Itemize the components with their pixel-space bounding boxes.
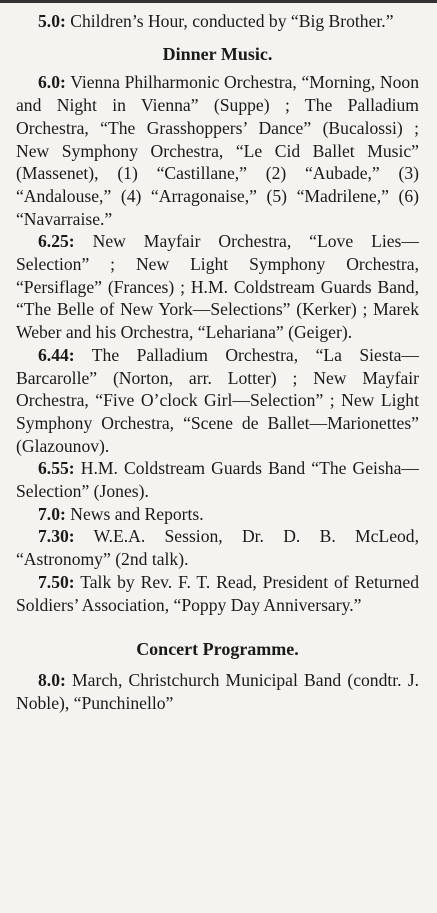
- programme-column: [16, 0, 419, 714]
- item-time: 7.30:: [38, 526, 75, 547]
- item-time: 6.0:: [38, 72, 66, 93]
- programme-item-7-30: [16, 525, 419, 570]
- concert-programme-heading: Concert Programme.: [136, 639, 299, 660]
- item-text: H.M. Coldstream Guards Band “The Geisha—Selection” (Jones).: [16, 458, 419, 502]
- item-time: 7.50:: [38, 571, 75, 592]
- programme-item-6-55: [16, 457, 419, 502]
- item-text: News and Reports.: [65, 503, 204, 524]
- item-time: 6.55:: [38, 458, 75, 479]
- programme-item-7-0: [16, 503, 419, 526]
- item-time: 6.44:: [38, 344, 75, 365]
- programme-item-7-50: [16, 571, 419, 616]
- item-time: 5.0:: [38, 11, 66, 31]
- item-text: The Palladium Orchestra, “La Siesta—Barcarolle” (Norton, arr. Lotter) ; New Mayfair Orchestra, “Five O’clock Girl—Selection” ; New Light Symphony Orchestra, “Scene de Ballet—Marionettes” (Glazounov).: [16, 344, 419, 456]
- dinner-music-heading: Dinner Music.: [162, 43, 273, 64]
- programme-item-6-25: [16, 230, 419, 344]
- item-time: 7.0:: [38, 503, 66, 524]
- item-text: Vienna Philharmonic Orchestra, “Morning, Noon and Night in Vienna” (Suppe) ; The Palladium Orchestra, “The Grasshoppers’ Dance” (Bucalossi) ; New Symphony Orchestra, “Le Cid Ballet Music” (Massenet), (1) “Castillane,” (2) “Aubade,” (3) “Andalouse,” (4) “Arragonaise,” (5) “Madrilene,” (6) “Navarraise.”: [16, 72, 419, 229]
- item-text: Talk by Rev. F. T. Read, President of Returned Soldiers’ Association, “Poppy Day Anniversary.”: [16, 571, 419, 615]
- item-time: 6.25:: [38, 231, 75, 252]
- item-text: New Mayfair Orchestra, “Love Lies—Selection” ; New Light Symphony Orchestra, “Persiflage” (Frances) ; H.M. Coldstream Guards Band, “The Belle of New York—Selections” (Kerker) ; Marek Weber and his Orchestra, “Lehariana” (Geiger).: [16, 231, 419, 343]
- programme-item-6-44: [16, 344, 419, 458]
- programme-item-6-0: [16, 71, 419, 230]
- item-text: W.E.A. Session, Dr. D. B. McLeod, “Astronomy” (2nd talk).: [16, 526, 419, 570]
- top-rule: [0, 0, 437, 3]
- programme-item-5-0: [16, 10, 419, 33]
- item-text: March, Christchurch Municipal Band (condtr. J. Noble), “Punchinello”: [16, 669, 419, 713]
- item-text: Children’s Hour, conducted by “Big Brother.”: [65, 11, 394, 31]
- programme-item-8-0: [16, 669, 419, 714]
- item-time: 8.0:: [38, 669, 66, 690]
